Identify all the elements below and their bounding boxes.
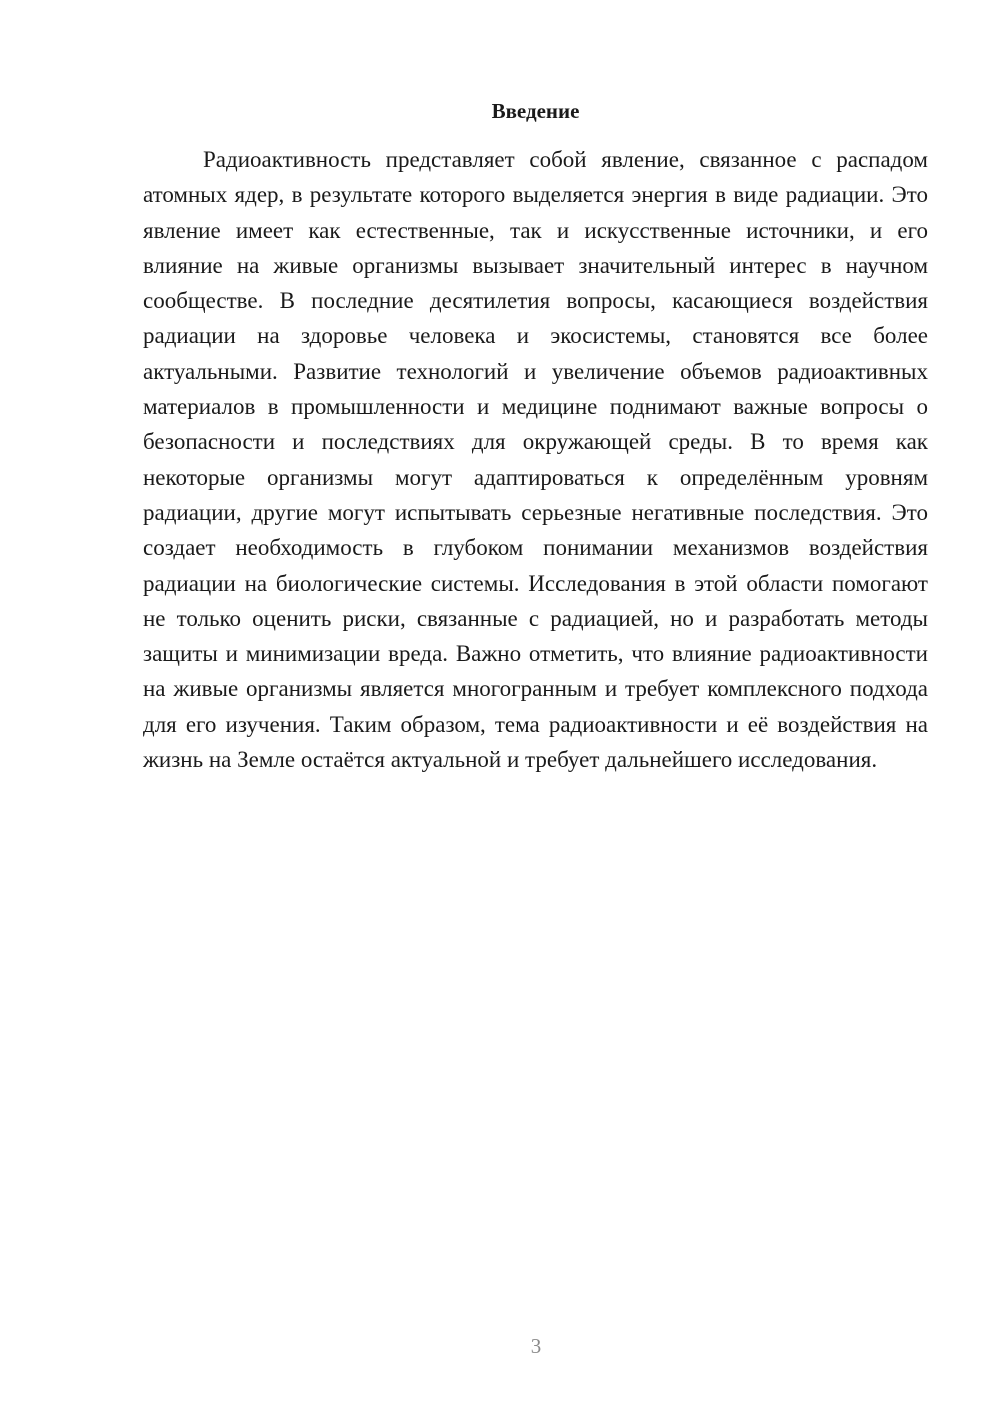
intro-paragraph: Радиоактивность представляет собой явление, связанное с распадом атомных ядер, в результате которого выделяется энергия в виде радиации. Это явление имеет как естественные, так и искусственные источники, и его влияние на живые организмы вызывает значительный интерес в научном сообществе. В последние десятилетия вопросы, касающиеся воздействия радиации на здоровье человека и экосистемы, становятся все более актуальными. Развитие технологий и увеличение объемов радиоактивных материалов в промышленности и медицине поднимают важные вопросы о безопасности и последствиях для окружающей среды. В то время как некоторые организмы могут адаптироваться к определённым уровням радиации, другие могут испытывать серьезные негативные последствия. Это создает необходимость в глубоком понимании механизмов воздействия радиации на биологические системы. Исследования в этой области помогают не только оценить риски, связанные с радиацией, но и разработать методы защиты и минимизации вреда. Важно отметить, что влияние радиоактивности на живые организмы является многогранным и требует комплексного подхода для его изучения. Таким образом, тема радиоактивности и её воздействия на жизнь на Земле остаётся актуальной и требует дальнейшего исследования. [143, 147, 928, 773]
section-heading: Введение [491, 99, 580, 123]
page-number: 3 [530, 1334, 542, 1358]
